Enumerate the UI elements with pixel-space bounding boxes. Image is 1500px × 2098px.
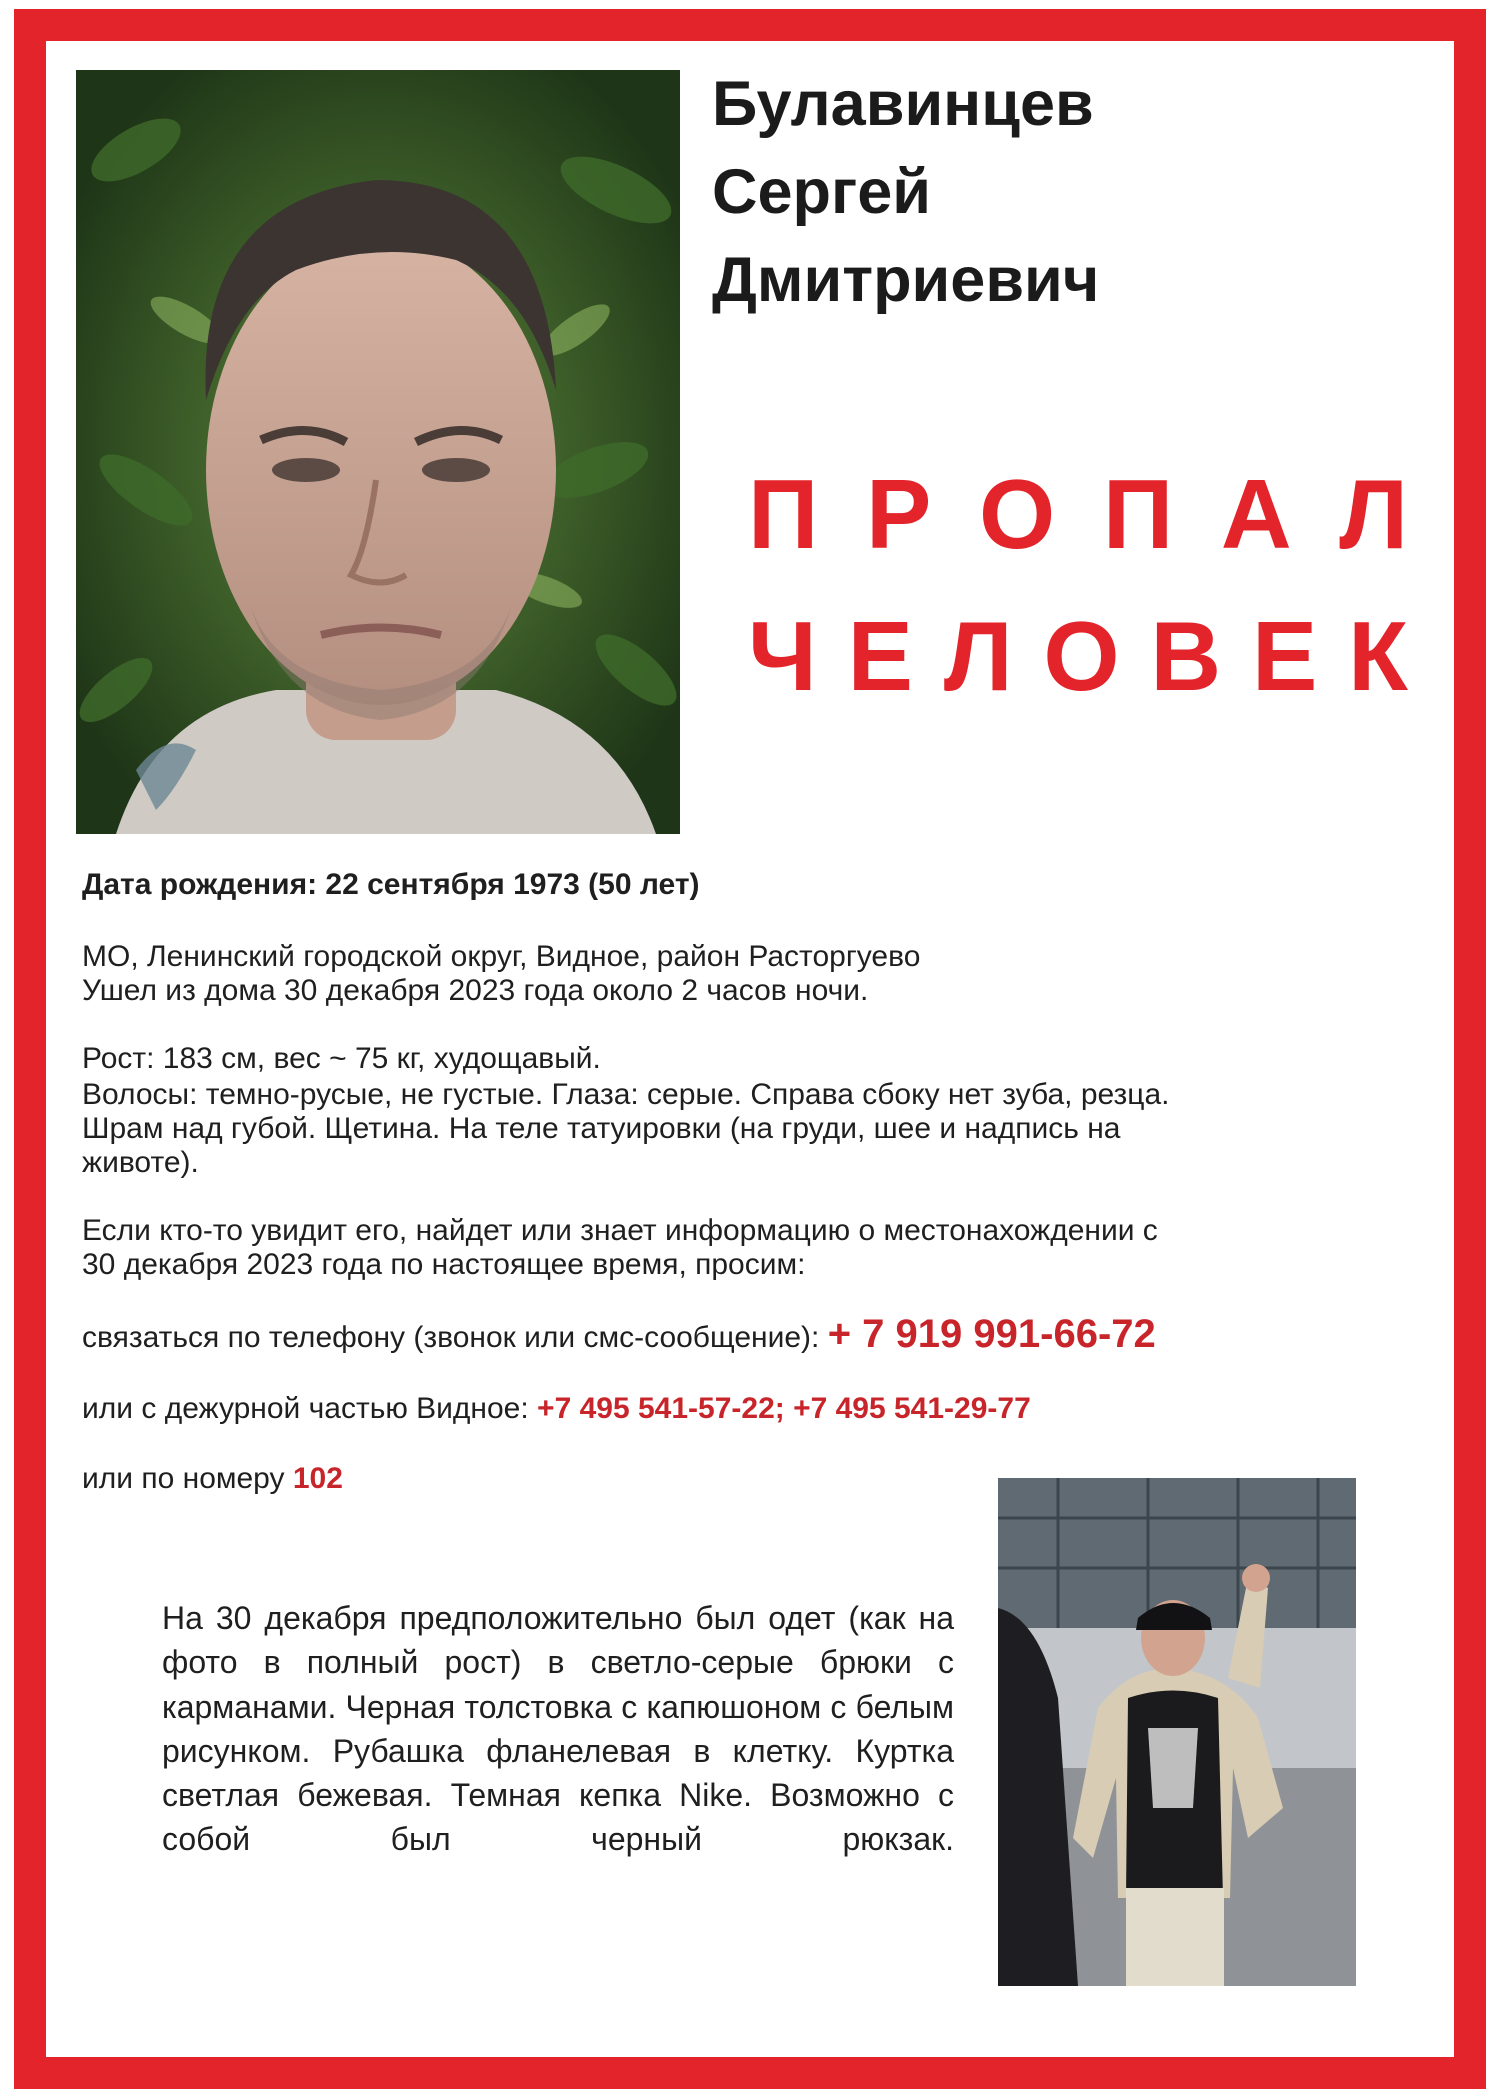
height-weight-text: Рост: 183 см, вес ~ 75 кг, худощавый.	[82, 1042, 601, 1075]
location-text: МО, Ленинский городской округ, Видное, район Расторгуево	[82, 940, 921, 973]
appearance-text-3: животе).	[82, 1146, 199, 1179]
emergency-number[interactable]: 102	[292, 1462, 343, 1495]
first-name: Сергей	[712, 157, 932, 227]
patronymic: Дмитриевич	[712, 245, 1100, 315]
request-text-1: Если кто-то увидит его, найдет или знает информацию о местонахождении с	[82, 1214, 1158, 1247]
clothing-description: На 30 декабря предположительно был одет (как на фото в полный рост) в светло-серые брюки с карманами. Черная толстовка с капюшоном с белым рисунком. Рубашка фланелевая в клетку. Куртка светлая бежевая. Темная кепка Nike. Возможно с собой был черный рюкзак.	[162, 1600, 954, 1858]
headline-person	[748, 600, 1408, 713]
headline-letter: Е	[847, 601, 914, 711]
headline-letter: К	[1348, 601, 1408, 711]
headline-letter: Р	[866, 459, 932, 569]
left-home-text: Ушел из дома 30 декабря 2023 года около 2 часов ночи.	[82, 974, 869, 1007]
full-height-photo	[998, 1478, 1356, 1986]
appearance-text-1: Волосы: темно-русые, не густые. Глаза: серые. Справа сбоку нет зуба, резца.	[82, 1078, 1170, 1111]
appearance-text-2: Шрам над губой. Щетина. На теле татуировки (на груди, шее и надпись на	[82, 1112, 1121, 1145]
headline-letter: П	[748, 459, 819, 569]
headline-letter: А	[1220, 459, 1292, 569]
headline-letter: П	[1102, 459, 1174, 569]
request-text-2: 30 декабря 2023 года по настоящее время, просим:	[82, 1248, 806, 1281]
phone-number[interactable]: + 7 919 991-66-72	[827, 1312, 1156, 1356]
emergency-label: или по номеру	[82, 1462, 293, 1495]
portrait-photo	[76, 70, 680, 834]
headline-letter: Е	[1252, 601, 1318, 711]
person-full-name	[712, 60, 1432, 324]
surname: Булавинцев	[712, 69, 1094, 139]
duty-contact-line	[82, 1392, 1031, 1425]
emergency-contact-line	[82, 1462, 343, 1495]
headline-letter: Ч	[748, 601, 817, 711]
birth-date: Дата рождения: 22 сентября 1973 (50 лет)	[82, 868, 700, 901]
phone-contact-line	[82, 1312, 1156, 1356]
headline-missing	[748, 458, 1408, 571]
headline-letter: О	[979, 459, 1056, 569]
headline-letter: Л	[1339, 459, 1408, 569]
phone-label: связаться по телефону (звонок или смс-сообщение):	[82, 1321, 828, 1354]
duty-label: или с дежурной частью Видное:	[82, 1392, 538, 1425]
headline-letter: О	[1043, 601, 1120, 711]
headline-letter: Л	[943, 601, 1013, 711]
headline-letter: В	[1150, 601, 1222, 711]
duty-phone-numbers[interactable]: +7 495 541-57-22; +7 495 541-29-77	[537, 1392, 1031, 1425]
